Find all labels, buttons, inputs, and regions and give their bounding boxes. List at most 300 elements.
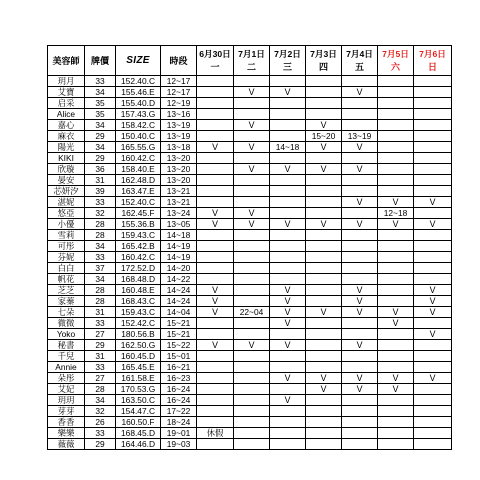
day-date-label: 7月4日 [346,49,373,59]
price-cell: 31 [85,307,116,318]
price-cell: 34 [85,274,116,285]
price-cell: 33 [85,362,116,373]
schedule-cell [197,76,234,87]
schedule-cell [234,109,270,120]
size-cell: 160.42.C [116,153,161,164]
table-row [48,219,452,230]
price-cell: 33 [85,318,116,329]
beautician-name-cell: 白白 [48,263,85,274]
shift-hours-cell: 19~01 [161,428,197,439]
schedule-cell [270,351,306,362]
schedule-cell [197,362,234,373]
size-cell: 163.47.E [116,186,161,197]
table-row [48,142,452,153]
beautician-name-cell: 香香 [48,417,85,428]
size-cell: 161.58.E [116,373,161,384]
schedule-cell: V [414,219,452,230]
shift-hours-cell: 15~22 [161,340,197,351]
schedule-cell [197,87,234,98]
price-column-header: 牌價 [85,46,116,76]
schedule-cell [414,439,452,450]
shift-hours-cell: 17~22 [161,406,197,417]
price-cell: 35 [85,98,116,109]
beautician-name-cell: 芬妮 [48,252,85,263]
schedule-cell: V [197,307,234,318]
schedule-cell [197,439,234,450]
schedule-cell [414,241,452,252]
schedule-cell: V [342,164,378,175]
schedule-cell [197,252,234,263]
price-cell: 36 [85,164,116,175]
schedule-cell [378,296,414,307]
schedule-cell: V [414,296,452,307]
price-cell: 29 [85,439,116,450]
price-cell: 28 [85,219,116,230]
price-cell: 28 [85,296,116,307]
table-row [48,329,452,340]
schedule-cell [270,109,306,120]
price-cell: 29 [85,153,116,164]
schedule-cell [234,296,270,307]
beautician-name-cell: 玥月 [48,76,85,87]
size-cell: 165.42.B [116,241,161,252]
schedule-cell [234,384,270,395]
schedule-cell: V [342,285,378,296]
beautician-name-cell: 家蓁 [48,296,85,307]
schedule-cell [378,142,414,153]
schedule-cell [197,153,234,164]
beautician-name-cell: Annie [48,362,85,373]
schedule-cell [197,373,234,384]
schedule-cell: V [378,373,414,384]
shift-hours-cell: 13~20 [161,153,197,164]
schedule-cell [270,98,306,109]
schedule-cell [414,142,452,153]
schedule-cell [270,241,306,252]
table-row [48,318,452,329]
table-row [48,406,452,417]
size-cell: 152.40.C [116,197,161,208]
beautician-name-cell: 玥玥 [48,395,85,406]
table-row [48,252,452,263]
schedule-cell [270,131,306,142]
shift-hours-cell: 12~17 [161,87,197,98]
schedule-cell [342,153,378,164]
schedule-cell [306,362,342,373]
schedule-cell [342,318,378,329]
schedule-cell [342,120,378,131]
shift-hours-cell: 12~17 [161,76,197,87]
day-weekday-label: 三 [282,62,292,72]
schedule-cell [270,208,306,219]
schedule-cell [342,241,378,252]
schedule-cell [378,98,414,109]
schedule-cell [306,285,342,296]
schedule-cell [342,175,378,186]
schedule-cell [306,263,342,274]
schedule-cell: V [197,142,234,153]
schedule-cell [270,186,306,197]
schedule-cell [234,318,270,329]
size-cell: 152.40.C [116,76,161,87]
schedule-cell [378,76,414,87]
table-row [48,362,452,373]
schedule-cell [414,274,452,285]
size-cell: 160.42.C [116,252,161,263]
schedule-cell: V [270,373,306,384]
schedule-cell [197,197,234,208]
schedule-cell: V [197,285,234,296]
schedule-cell [234,428,270,439]
size-cell: 163.50.C [116,395,161,406]
table-row [48,120,452,131]
schedule-cell: V [378,197,414,208]
day-weekday-label: 二 [246,62,256,72]
table-body [48,76,452,450]
schedule-cell: V [270,395,306,406]
schedule-cell [234,241,270,252]
schedule-cell [306,296,342,307]
shift-hours-cell: 13~05 [161,219,197,230]
beautician-column-header: 美容師 [48,46,85,76]
day-weekday-label: 一 [210,62,220,72]
schedule-cell [234,439,270,450]
schedule-cell [306,318,342,329]
beautician-name-cell: 秘書 [48,340,85,351]
schedule-cell [414,252,452,263]
beautician-name-cell: 七朵 [48,307,85,318]
schedule-cell [306,439,342,450]
schedule-cell: V [306,142,342,153]
schedule-cell: 22~04 [234,307,270,318]
price-cell: 26 [85,417,116,428]
shift-hours-cell: 14~19 [161,252,197,263]
price-cell: 32 [85,406,116,417]
size-cell: 158.42.C [116,120,161,131]
beautician-name-cell: 启采 [48,98,85,109]
table-row [48,109,452,120]
schedule-cell [414,395,452,406]
day-date-label: 7月2日 [274,49,301,59]
schedule-cell [234,263,270,274]
table-row [48,285,452,296]
table-row [48,395,452,406]
schedule-cell [342,428,378,439]
price-cell: 33 [85,252,116,263]
beautician-name-cell: 欣璇 [48,164,85,175]
shift-hours-cell: 14~24 [161,285,197,296]
schedule-cell: V [270,285,306,296]
schedule-cell: V [342,373,378,384]
schedule-cell: V [414,197,452,208]
price-cell: 34 [85,395,116,406]
table-row [48,164,452,175]
table-header [48,46,452,76]
schedule-cell: V [342,87,378,98]
schedule-cell: V [378,307,414,318]
size-cell: 160.50.F [116,417,161,428]
day-column-header [197,46,234,76]
price-cell: 39 [85,186,116,197]
schedule-cell [414,153,452,164]
table-row [48,417,452,428]
schedule-cell [270,417,306,428]
schedule-cell: V [342,384,378,395]
schedule-cell [197,351,234,362]
schedule-cell [270,329,306,340]
size-cell: 152.42.C [116,318,161,329]
table-row [48,197,452,208]
schedule-cell [306,340,342,351]
schedule-cell: V [197,208,234,219]
size-cell: 159.43.C [116,307,161,318]
schedule-cell [270,406,306,417]
schedule-cell [306,274,342,285]
schedule-cell [342,230,378,241]
size-cell: 164.46.D [116,439,161,450]
schedule-cell [414,406,452,417]
schedule-cell: V [270,219,306,230]
schedule-cell [414,384,452,395]
beautician-name-cell: 湛妮 [48,197,85,208]
size-cell: 155.36.B [116,219,161,230]
schedule-cell [234,395,270,406]
schedule-cell [414,164,452,175]
schedule-cell: V [414,307,452,318]
schedule-cell: V [197,296,234,307]
schedule-cell [197,274,234,285]
schedule-cell [234,351,270,362]
schedule-cell [342,186,378,197]
beautician-name-cell: 晏安 [48,175,85,186]
schedule-cell [197,230,234,241]
schedule-cell: V [270,318,306,329]
schedule-cell [234,274,270,285]
schedule-cell [342,351,378,362]
price-cell: 29 [85,131,116,142]
table-row [48,98,452,109]
size-cell: 160.45.D [116,351,161,362]
schedule-cell [270,120,306,131]
schedule-cell [270,384,306,395]
schedule-cell: 15~20 [306,131,342,142]
schedule-cell [378,329,414,340]
schedule-cell [342,395,378,406]
schedule-cell [270,362,306,373]
schedule-cell [197,263,234,274]
schedule-cell: V [197,219,234,230]
schedule-cell [414,186,452,197]
shift-hours-cell: 13~21 [161,197,197,208]
schedule-table [47,45,452,450]
schedule-cell [378,120,414,131]
schedule-cell [197,186,234,197]
price-cell: 27 [85,329,116,340]
beautician-name-cell: 芽芽 [48,406,85,417]
beautician-name-cell: 帆花 [48,274,85,285]
schedule-cell: V [270,340,306,351]
schedule-cell [197,318,234,329]
schedule-cell [234,373,270,384]
schedule-cell [197,241,234,252]
schedule-cell [197,329,234,340]
size-cell: 158.40.E [116,164,161,175]
shift-hours-cell: 18~24 [161,417,197,428]
schedule-cell: V [270,296,306,307]
beautician-name-cell: 朵彤 [48,373,85,384]
beautician-name-cell: 可彤 [48,241,85,252]
schedule-cell [234,406,270,417]
schedule-cell [306,351,342,362]
schedule-cell [378,395,414,406]
schedule-cell [378,428,414,439]
schedule-cell [342,252,378,263]
schedule-cell [414,417,452,428]
shift-hours-cell: 16~21 [161,362,197,373]
price-cell: 35 [85,109,116,120]
schedule-cell [414,318,452,329]
schedule-cell [306,230,342,241]
day-column-header [378,46,414,76]
schedule-cell: 休假 [197,428,234,439]
schedule-cell [342,417,378,428]
price-cell: 27 [85,373,116,384]
size-cell: 168.43.C [116,296,161,307]
price-cell: 28 [85,384,116,395]
day-column-header [414,46,452,76]
schedule-cell [270,175,306,186]
schedule-cell [378,362,414,373]
schedule-cell [197,109,234,120]
schedule-cell: V [378,384,414,395]
price-cell: 31 [85,175,116,186]
size-cell: 155.46.E [116,87,161,98]
table-row [48,186,452,197]
beautician-name-cell: 雪莉 [48,230,85,241]
schedule-cell: V [270,307,306,318]
schedule-cell [414,131,452,142]
shift-hours-cell: 14~04 [161,307,197,318]
schedule-cell: V [306,219,342,230]
shift-hours-cell: 14~19 [161,241,197,252]
schedule-cell [342,362,378,373]
schedule-cell [197,395,234,406]
schedule-cell: V [270,87,306,98]
schedule-cell: V [378,219,414,230]
schedule-cell [234,175,270,186]
schedule-cell: V [342,197,378,208]
size-cell: 162.50.G [116,340,161,351]
table-row [48,307,452,318]
schedule-cell: V [342,307,378,318]
day-date-label: 7月1日 [238,49,265,59]
schedule-cell [306,87,342,98]
schedule-cell [306,329,342,340]
schedule-cell [197,164,234,175]
schedule-cell [306,208,342,219]
schedule-cell: V [234,164,270,175]
day-weekday-label: 四 [318,62,328,72]
schedule-cell [234,153,270,164]
day-weekday-label: 日 [427,62,437,72]
schedule-cell [234,230,270,241]
header-row [48,46,452,76]
beautician-name-cell: Yoko [48,329,85,340]
beautician-name-cell: 芯妍汐 [48,186,85,197]
price-cell: 29 [85,340,116,351]
table-row [48,208,452,219]
schedule-cell [306,98,342,109]
shift-hours-cell: 13~19 [161,131,197,142]
schedule-cell [378,109,414,120]
schedule-cell [414,351,452,362]
beautician-name-cell: 微微 [48,318,85,329]
price-cell: 34 [85,142,116,153]
price-cell: 32 [85,208,116,219]
shift-hours-cell: 15~01 [161,351,197,362]
table-row [48,384,452,395]
schedule-cell: V [306,307,342,318]
day-date-label: 7月5日 [382,49,409,59]
price-cell: 34 [85,241,116,252]
schedule-cell: V [306,120,342,131]
schedule-cell [306,153,342,164]
schedule-cell [414,98,452,109]
table-row [48,76,452,87]
shift-hours-cell: 13~20 [161,164,197,175]
schedule-cell [378,87,414,98]
day-weekday-label: 六 [390,62,400,72]
schedule-cell [342,208,378,219]
schedule-cell: V [234,219,270,230]
schedule-cell [197,384,234,395]
schedule-cell [270,76,306,87]
schedule-cell [270,428,306,439]
schedule-cell [378,164,414,175]
shift-hours-cell: 13~16 [161,109,197,120]
beautician-name-cell: 嘉心 [48,120,85,131]
schedule-cell [270,439,306,450]
schedule-cell [378,285,414,296]
schedule-cell [378,131,414,142]
size-cell: 162.48.D [116,175,161,186]
shift-hours-cell: 13~20 [161,175,197,186]
schedule-cell [306,252,342,263]
schedule-cell [197,175,234,186]
schedule-cell: V [342,340,378,351]
schedule-cell [342,406,378,417]
beautician-name-cell: 小優 [48,219,85,230]
schedule-cell: V [414,373,452,384]
beautician-name-cell: 樂樂 [48,428,85,439]
shift-hours-cell: 16~23 [161,373,197,384]
schedule-cell [378,406,414,417]
schedule-cell [378,186,414,197]
size-column-header: SIZE [116,46,161,76]
schedule-cell [197,98,234,109]
price-cell: 33 [85,428,116,439]
shift-hours-cell: 15~21 [161,318,197,329]
schedule-cell [270,274,306,285]
schedule-cell [306,197,342,208]
schedule-cell [270,153,306,164]
day-column-header [306,46,342,76]
schedule-cell [197,120,234,131]
schedule-cell [306,109,342,120]
shift-hours-cell: 16~24 [161,384,197,395]
schedule-cell: V [342,219,378,230]
schedule-cell: V [378,318,414,329]
